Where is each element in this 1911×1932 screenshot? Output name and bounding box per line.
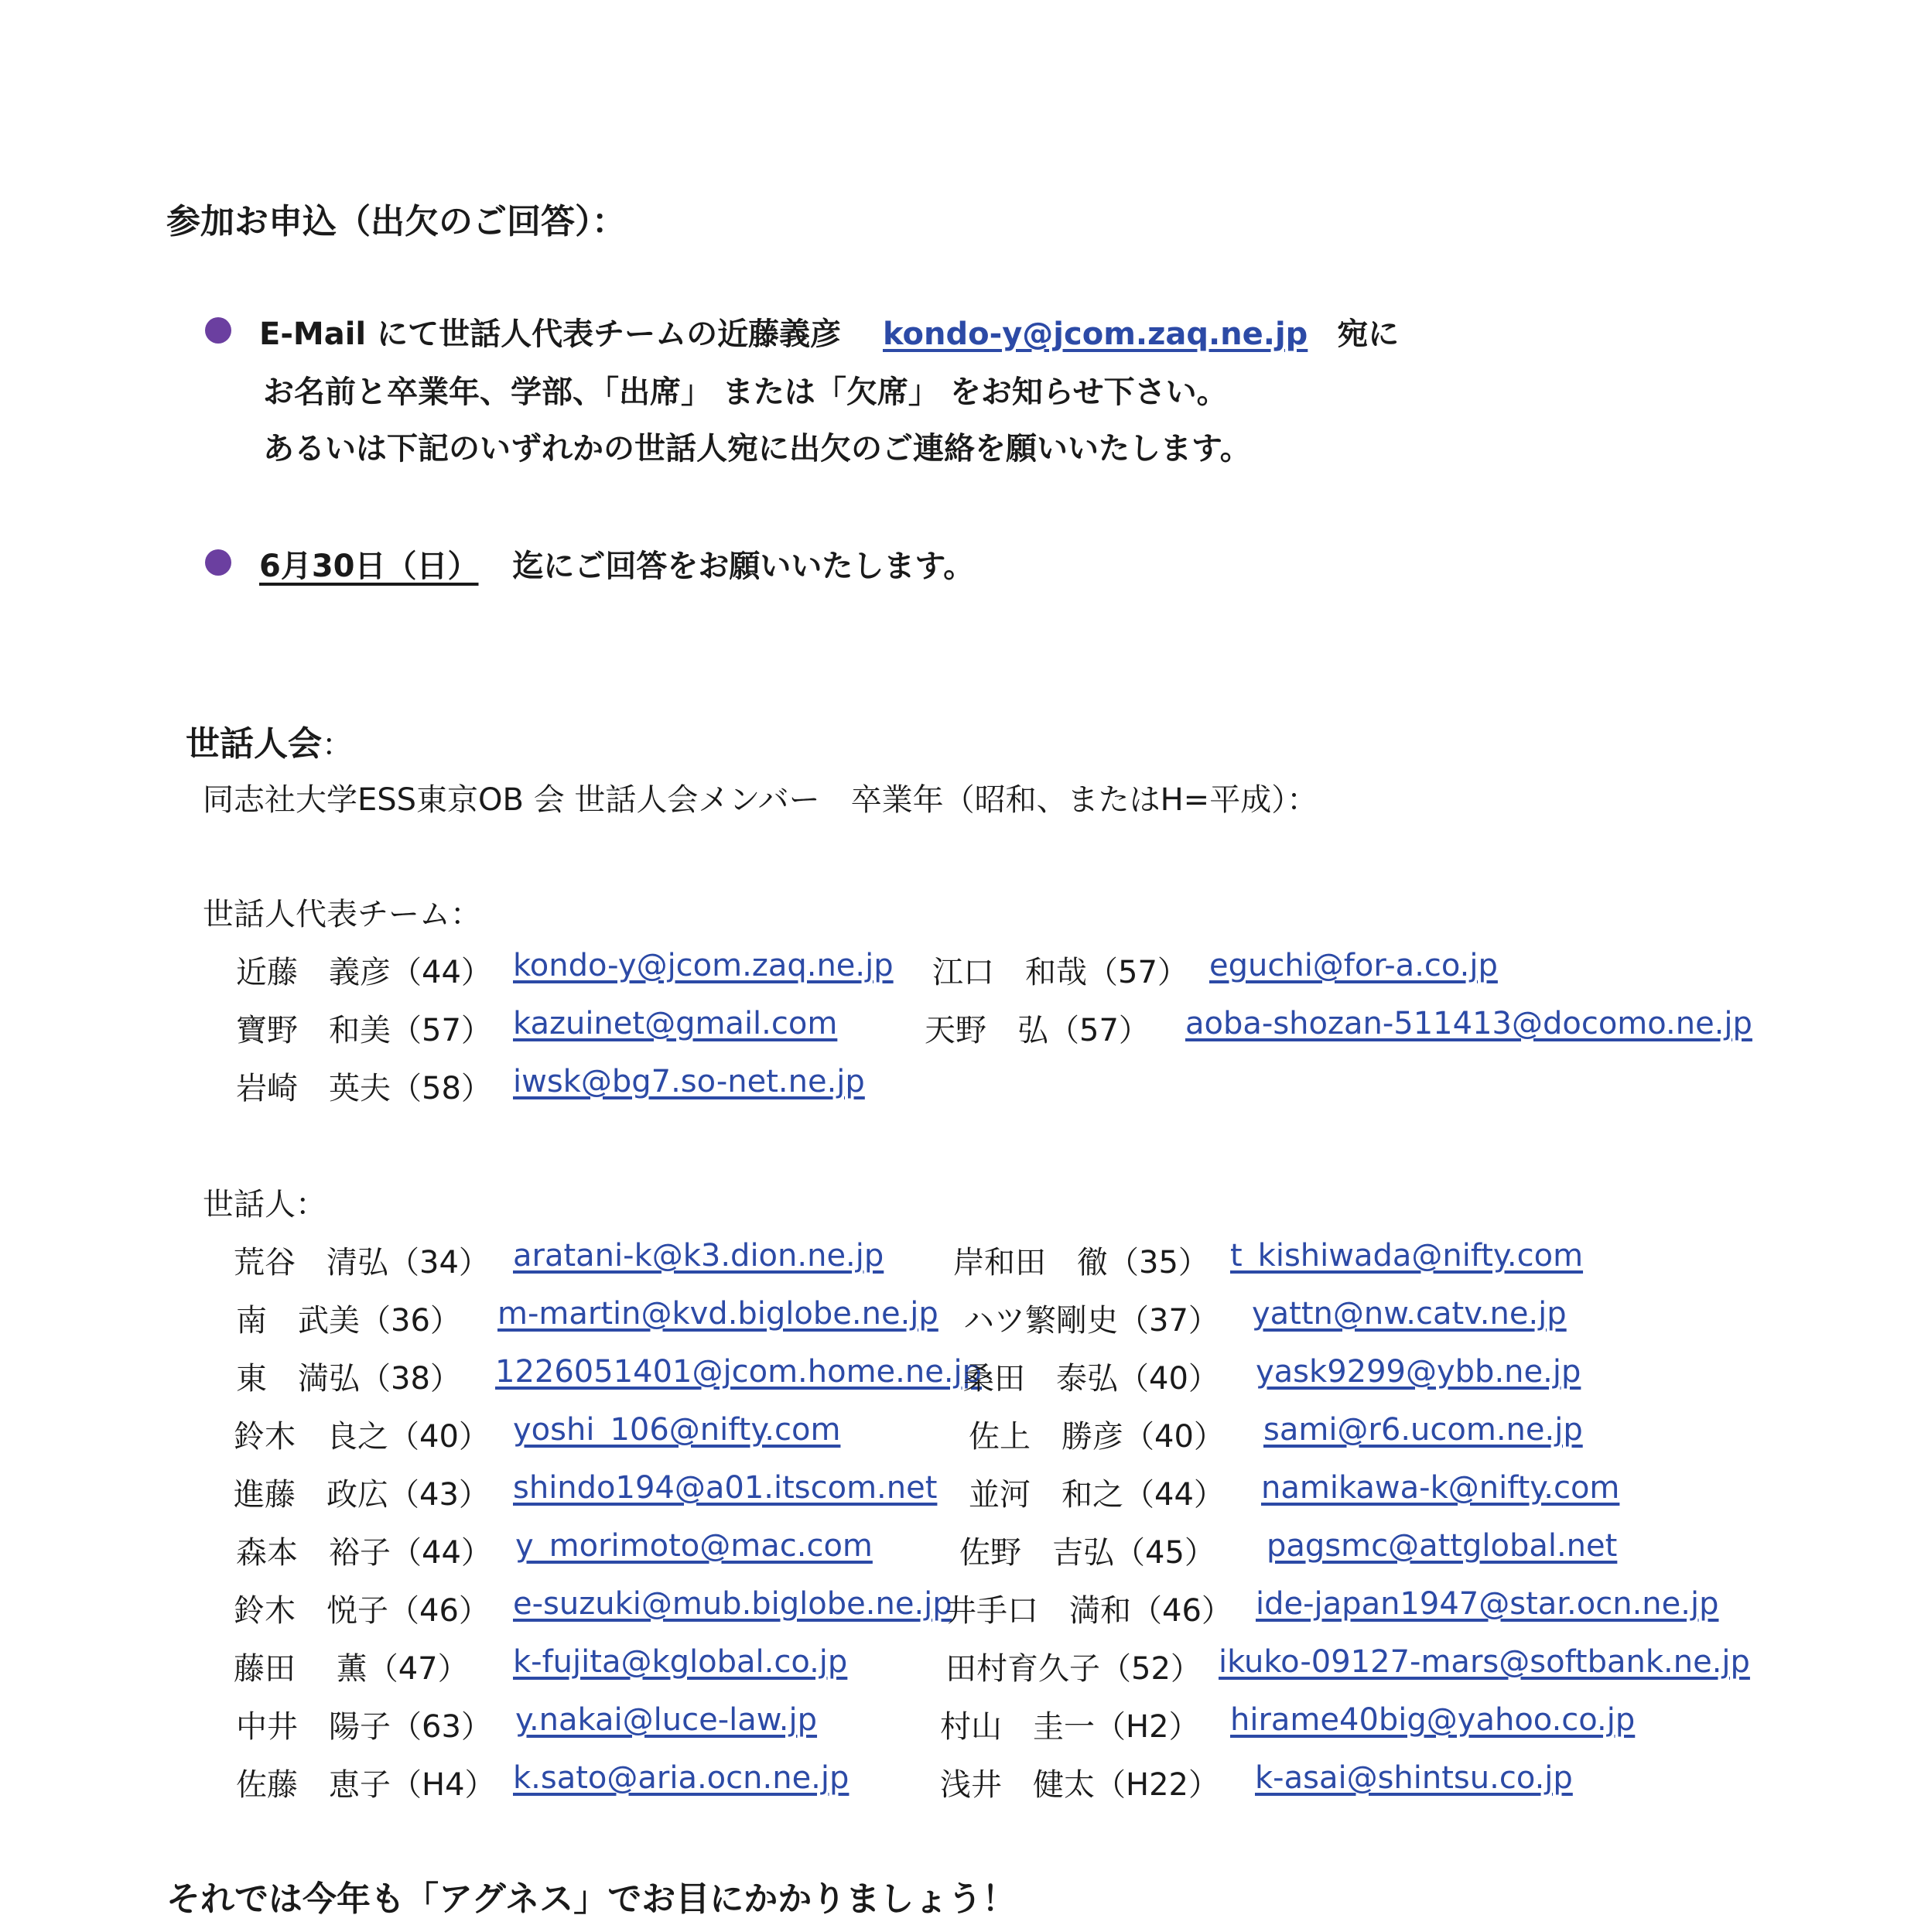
member-email-link[interactable]: m-martin@kvd.biglobe.ne.jp	[497, 1296, 938, 1332]
bullet1-line1	[259, 309, 1399, 354]
member-name: 浅井 健太（H22）	[940, 1767, 1219, 1803]
member-name: 進藤 政広（43）	[234, 1477, 490, 1513]
member-name: ハツ繁剛史（37）	[963, 1303, 1219, 1339]
leaders-label: 世話人代表チーム：	[203, 897, 481, 932]
leader-name: 天野 弘（57）	[925, 1013, 1150, 1048]
application-heading: 参加お申込（出欠のご回答）：	[166, 202, 626, 241]
leader-name: 近藤 義彦（44）	[236, 955, 492, 990]
member-name: 田村育久子（52）	[945, 1651, 1202, 1687]
member-name: 東 満弘（38）	[236, 1361, 461, 1397]
member-name: 荒谷 清弘（34）	[234, 1245, 490, 1281]
deadline-date: 6月30日（日）	[259, 549, 479, 584]
member-name: 岸和田 徹（35）	[953, 1245, 1209, 1281]
member-name: 森本 裕子（44）	[236, 1535, 492, 1571]
bullet1-line3: あるいは下記のいずれかの世話人宛に出欠のご連絡を願いいたします。	[263, 431, 1251, 467]
committee-heading-text: 世話人会	[186, 724, 322, 764]
member-email-link[interactable]: sami@r6.ucom.ne.jp	[1263, 1412, 1583, 1448]
member-name: 佐上 勝彦（40）	[969, 1419, 1225, 1455]
committee-heading	[186, 716, 353, 765]
member-email-link[interactable]: shindo194@a01.itscom.net	[513, 1470, 938, 1506]
leader-email-link[interactable]: kazuinet@gmail.com	[513, 1006, 838, 1041]
member-email-link[interactable]: ikuko-09127-mars@softbank.ne.jp	[1219, 1644, 1750, 1680]
member-email-link[interactable]: y.nakai@luce-law.jp	[515, 1702, 818, 1738]
member-email-link[interactable]: e-suzuki@mub.biglobe.ne.jp	[513, 1586, 952, 1622]
member-name: 南 武美（36）	[236, 1303, 461, 1339]
member-email-link[interactable]: k.sato@aria.ocn.ne.jp	[513, 1760, 850, 1796]
member-email-link[interactable]: hirame40big@yahoo.co.jp	[1230, 1702, 1636, 1738]
bullet-icon	[205, 317, 231, 344]
closing-message: それでは今年も「アグネス」でお目にかかりましょう！	[166, 1879, 1017, 1919]
leader-name: 江口 和哉（57）	[932, 955, 1188, 990]
member-email-link[interactable]: 1226051401@jcom.home.ne.jp	[495, 1354, 983, 1390]
member-email-link[interactable]: namikawa-k@nifty.com	[1261, 1470, 1620, 1506]
leader-name: 岩崎 英夫（58）	[236, 1071, 492, 1106]
bullet2-line	[259, 542, 974, 586]
bullet1-suffix: 宛に	[1337, 316, 1400, 352]
member-name: 井手口 満和（46）	[945, 1593, 1232, 1629]
member-name: 並河 和之（44）	[969, 1477, 1225, 1513]
member-email-link[interactable]: yattn@nw.catv.ne.jp	[1252, 1296, 1567, 1332]
leader-email-link[interactable]: eguchi@for-a.co.jp	[1209, 948, 1498, 983]
member-name: 佐藤 恵子（H4）	[236, 1767, 496, 1803]
members-label: 世話人：	[203, 1187, 326, 1222]
member-email-link[interactable]: y_morimoto@mac.com	[515, 1528, 873, 1564]
bullet-icon	[205, 549, 231, 576]
bullet1-prefix: E-Mail にて世話人代表チームの近藤義彦	[259, 316, 842, 352]
member-name: 鈴木 悦子（46）	[234, 1593, 490, 1629]
leader-email-link[interactable]: kondo-y@jcom.zaq.ne.jp	[513, 948, 894, 983]
leader-name: 寶野 和美（57）	[236, 1013, 492, 1048]
deadline-suffix: 迄にご回答をお願いいたします。	[512, 549, 975, 584]
member-name: 桑田 泰弘（40）	[963, 1361, 1219, 1397]
committee-heading-colon: ：	[322, 727, 353, 763]
leader-email-link[interactable]: iwsk@bg7.so-net.ne.jp	[513, 1064, 865, 1099]
member-email-link[interactable]: yask9299@ybb.ne.jp	[1256, 1354, 1581, 1390]
leader-email-link[interactable]: aoba-shozan-511413@docomo.ne.jp	[1185, 1006, 1752, 1041]
committee-subtitle: 同志社大学ESS東京OB 会 世話人会メンバー 卒業年（昭和、またはH=平成）：	[203, 782, 1318, 818]
member-email-link[interactable]: t_kishiwada@nifty.com	[1230, 1238, 1584, 1274]
member-email-link[interactable]: aratani-k@k3.dion.ne.jp	[513, 1238, 884, 1274]
member-email-link[interactable]: k-fujita@kglobal.co.jp	[513, 1644, 848, 1680]
member-name: 佐野 吉弘（45）	[959, 1535, 1215, 1571]
member-email-link[interactable]: pagsmc@attglobal.net	[1267, 1528, 1618, 1564]
member-name: 鈴木 良之（40）	[234, 1419, 490, 1455]
member-email-link[interactable]: k-asai@shintsu.co.jp	[1255, 1760, 1573, 1796]
member-email-link[interactable]: ide-japan1947@star.ocn.ne.jp	[1256, 1586, 1719, 1622]
member-name: 中井 陽子（63）	[236, 1709, 492, 1745]
member-name: 藤田 薫（47）	[234, 1651, 469, 1687]
member-email-link[interactable]: yoshi_106@nifty.com	[513, 1412, 841, 1448]
member-name: 村山 圭一（H2）	[940, 1709, 1200, 1745]
contact-email-link[interactable]: kondo-y@jcom.zaq.ne.jp	[883, 316, 1308, 352]
bullet1-line2: お名前と卒業年、学部、「出席」 または「欠席」 をお知らせ下さい。	[263, 374, 1228, 410]
